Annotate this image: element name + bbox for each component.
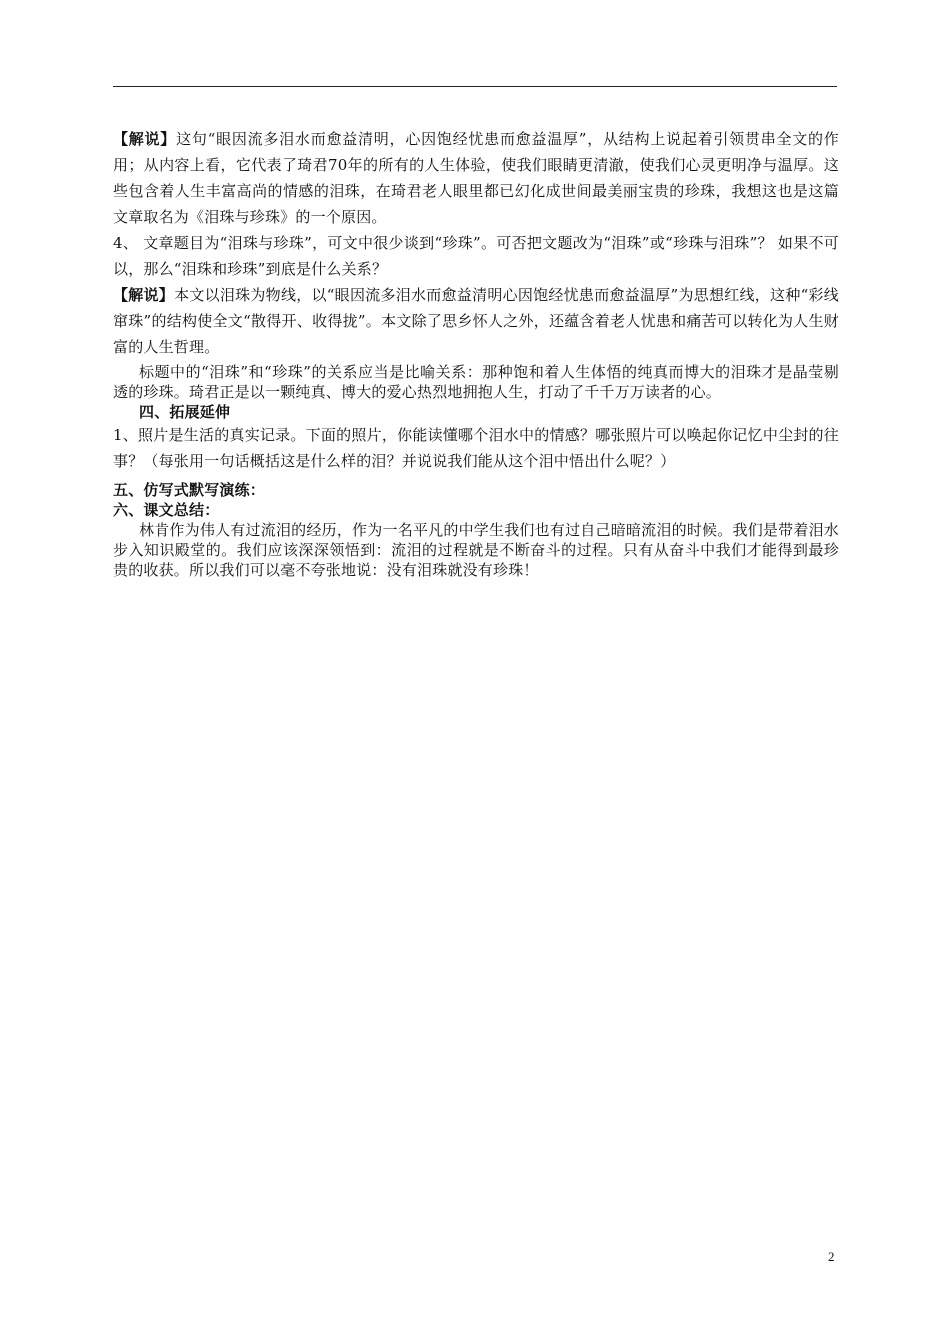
section-4-question-1: 1、照片是生活的真实记录。下面的照片，你能读懂哪个泪水中的情感？哪张照片可以唤起你记忆中尘封的往事？（每张用一句话概括这是什么样的泪？并说说我们能从这个泪中悟出什么呢？） [113, 426, 839, 470]
section-4-heading: 四、拓展延伸 [139, 403, 231, 421]
page-number: 2 [828, 1249, 835, 1264]
header-rule [113, 86, 837, 87]
document-body [113, 126, 839, 580]
explanation-label: 【解说】 [113, 130, 177, 148]
explanation-text: 本文以泪珠为物线，以“眼因流多泪水而愈益清明心因饱经忧患而愈益温厚”为思想红线，这种“彩线窜珠”的结构使全文“散得开、收得拢”。本文除了思乡怀人之外，还蕴含着老人忧患和痛苦可以转化为人生财富的人生哲理。 [113, 286, 839, 356]
relationship-paragraph: 标题中的“泪珠”和“珍珠”的关系应当是比喻关系：那种饱和着人生体悟的纯真而博大的泪珠才是晶莹剔透的珍珠。琦君正是以一颗纯真、博大的爱心热烈地拥抱人生，打动了千千万万读者的心。 [113, 363, 839, 401]
explanation-paragraph-2 [113, 282, 839, 360]
explanation-label: 【解说】 [113, 286, 175, 304]
explanation-paragraph-1 [113, 126, 839, 230]
section-6-heading: 六、课文总结： [113, 501, 220, 519]
question-4: 4、 文章题目为“泪珠与珍珠”，可文中很少谈到“珍珠”。可否把文题改为“泪珠”或“珍珠与泪珠”？ 如果不可以，那么“泪珠和珍珠”到底是什么关系？ [113, 234, 839, 278]
section-5-heading: 五、仿写式默写演练： [113, 481, 266, 499]
section-6-text: 林肯作为伟人有过流泪的经历，作为一名平凡的中学生我们也有过自己暗暗流泪的时候。我们是带着泪水步入知识殿堂的。我们应该深深领悟到：流泪的过程就是不断奋斗的过程。只有从奋斗中我们才能得到最珍贵的收获。所以我们可以毫不夸张地说：没有泪珠就没有珍珠！ [113, 521, 839, 579]
explanation-text: 这句“眼因流多泪水而愈益清明，心因饱经忧患而愈益温厚”，从结构上说起着引领贯串全文的作用；从内容上看，它代表了琦君70年的所有的人生体验，使我们眼睛更清澈，使我们心灵更明净与温厚。这些包含着人生丰富高尚的情感的泪珠，在琦君老人眼里都已幻化成世间最美丽宝贵的珍珠，我想这也是这篇文章取名为《泪珠与珍珠》的一个原因。 [113, 130, 839, 226]
